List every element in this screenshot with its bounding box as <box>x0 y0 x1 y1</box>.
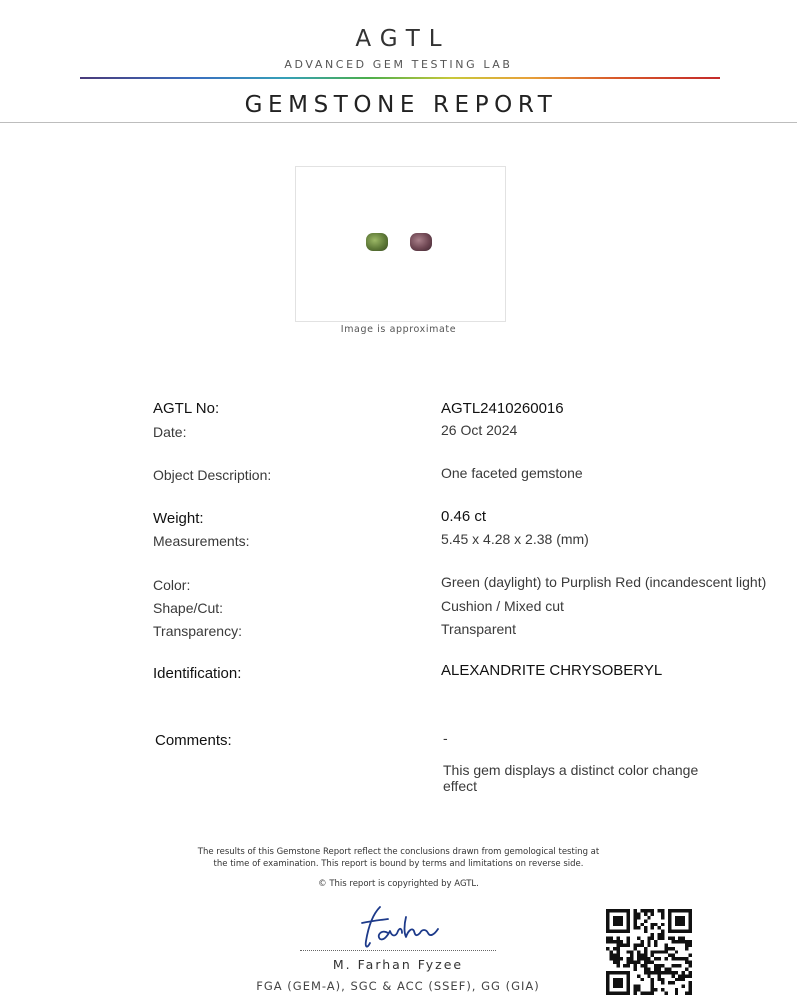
signer-name: M. Farhan Fyzee <box>332 957 464 972</box>
transparency-label: Transparency: <box>153 623 242 639</box>
comments-note-line1: This gem displays a distinct color change <box>443 762 699 778</box>
measurements-value: 5.45 x 4.28 x 2.38 (mm) <box>441 531 589 547</box>
weight-label: Weight: <box>153 510 204 527</box>
shape-cut-label: Shape/Cut: <box>153 600 224 616</box>
report-title: GEMSTONE REPORT <box>244 92 558 118</box>
gem-photo <box>295 166 506 322</box>
legal-line-2: the time of examination. This report is bound by terms and limitations on reverse side. <box>213 859 584 869</box>
identification-value: ALEXANDRITE CHRYSOBERYL <box>441 662 663 679</box>
signature <box>358 903 448 953</box>
comments-note-line2: effect <box>443 778 477 794</box>
comments-value: - <box>443 730 448 746</box>
comments-label: Comments: <box>155 732 232 749</box>
identification-label: Identification: <box>153 665 242 682</box>
lab-name: ADVANCED GEM TESTING LAB <box>284 58 513 71</box>
weight-value: 0.46 ct <box>441 508 487 525</box>
transparency-value: Transparent <box>441 621 516 637</box>
color-label: Color: <box>153 577 191 593</box>
gem-incandescent-image <box>410 233 432 251</box>
copyright-notice: © This report is copyrighted by AGTL. <box>318 879 479 889</box>
lab-logo: AGTL <box>355 26 451 52</box>
image-caption: Image is approximate <box>340 324 457 335</box>
date-value: 26 Oct 2024 <box>441 422 518 438</box>
header-rule <box>0 122 797 123</box>
report-no-value: AGTL2410260016 <box>441 400 564 417</box>
object-description-label: Object Description: <box>153 467 272 483</box>
shape-cut-value: Cushion / Mixed cut <box>441 598 564 614</box>
object-description-value: One faceted gemstone <box>441 465 583 481</box>
signer-credentials: FGA (GEM-A), SGC & ACC (SSEF), GG (GIA) <box>256 979 540 993</box>
gem-daylight-image <box>366 233 388 251</box>
color-value: Green (daylight) to Purplish Red (incandescent light) <box>441 574 767 590</box>
report-no-label: AGTL No: <box>153 400 220 417</box>
measurements-label: Measurements: <box>153 533 250 549</box>
qr-code <box>606 909 692 995</box>
signature-line <box>300 950 496 951</box>
date-label: Date: <box>153 424 187 440</box>
legal-line-1: The results of this Gemstone Report reflect the conclusions drawn from gemological testing at <box>197 847 600 857</box>
spectrum-divider <box>80 77 720 79</box>
legal-disclaimer <box>0 846 797 870</box>
